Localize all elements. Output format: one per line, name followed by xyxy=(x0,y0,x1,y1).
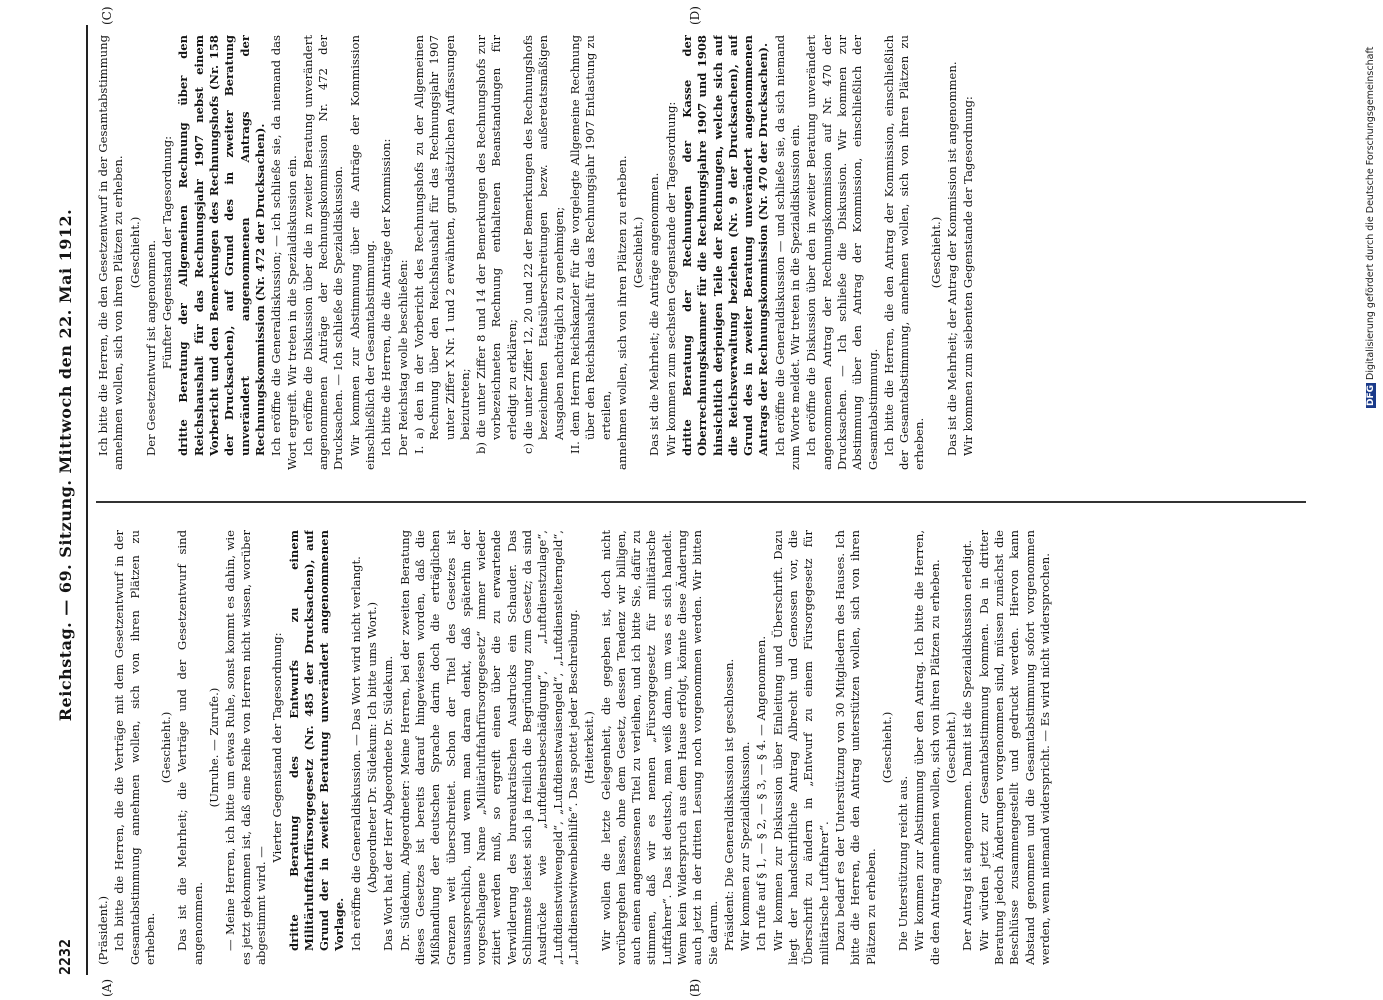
page-number: 2232 xyxy=(56,938,74,975)
paragraph: Der Gesetzentwurf ist angenommen. xyxy=(143,239,158,456)
paragraph: (Geschieht.) xyxy=(944,711,959,784)
paragraph: Wir kommen zum siebenten Gegenstande der Tagesordnung: xyxy=(961,96,976,456)
agenda-item: dritte Beratung der Rechnungen der Kasse der Oberrechnungskammer für die Rechnungsjahre 1907 und 1908 hinsichtlich derjenigen Teile der Rechnungen, welche sich auf die Reichsverwaltung beziehen (Nr. 9 der Drucksachen), auf Grund des in zweiter Beratung unverändert angenommenen Antrags der Rechnungskommission (Nr. 470 der Drucksachen). xyxy=(679,35,771,456)
left-column xyxy=(96,530,1306,965)
page-header xyxy=(48,25,82,975)
list-item: II. dem Herrn Reichskanzler für die vorgelegte Allgemeine Rechnung über den Reichshaushalt für das Rechnungsjahr 1907 Entlastung zu erteilen, xyxy=(567,35,613,454)
paragraph: Dr. Südekum, Abgeordneter: Meine Herren, bei der zweiten Beratung dieses Gesetzes ist bereits darauf hingewiesen worden, daß die Mißhandlung der deutschen Sprache darin doch die erträglichen Grenzen weit überschreitet. Schon der Titel des Gesetzes ist unaussprechlich, und wenn man daran denkt, daß späterhin der vorgeschlagene Name „Militärluftfahrfürsorgegesetz“ immer wieder zitiert werden muß, so ergreift einen über die zu erwartende Verwilderung des bureaukratischen Ausdrucks ein Schauder. Das Schlimmste leistet sich ja freilich die Begründung zum Gesetz; da sind Ausdrücke wie „Luftdienstbeschädigung“, „Luftdienstzulage“, „Luftdienstwitwengeld“, „Luftdienstwaisengeld“, „Luftdienstelterngeld“, „Luftdienstwitwenbeihilfe“. Das spottet jeder Beschreibung. xyxy=(397,530,580,965)
column-divider xyxy=(96,502,1306,504)
margin-mark-d: (D) xyxy=(688,6,702,25)
paragraph: Ich eröffne die Diskussion über den in zweiter Beratung unverändert angenommenen Antrag der Rechnungskommission auf Nr. 470 der Drucksachen. — Ich schließe die Diskussion. Wir kommen zur Abstimmung über den Antrag der Kommission, einschließlich der Gesamtabstimmung. xyxy=(804,35,880,470)
paragraph: (Abgeordneter Dr. Südekum: Ich bitte ums Wort.) xyxy=(365,601,380,894)
margin-mark-c: (C) xyxy=(100,6,114,25)
paragraph: (Unruhe. — Zurufe.) xyxy=(207,687,222,808)
paragraph: Ich bitte die Herren, die die Anträge der Kommission: xyxy=(379,138,394,456)
paragraph: (Geschieht.) xyxy=(159,711,174,784)
paragraph: Ich bitte die Herren, die den Gesetzentwurf in der Gesamtabstimmung annehmen wollen, sich von ihren Plätzen zu erheben. xyxy=(96,35,126,470)
header-rule xyxy=(86,25,88,975)
right-column xyxy=(96,35,1306,470)
paragraph: — Meine Herren, ich bitte um etwas Ruhe, sonst kommt es dahin, wie es jetzt gekommen ist, daß eine Reihe von Herren nicht wissen, worüber abgestimmt wird. — xyxy=(223,530,268,965)
margin-mark-b: (B) xyxy=(688,978,702,997)
paragraph: Wir kommen zur Diskussion über Einleitung und Überschrift. Dazu liegt der handschriftliche Antrag Albrecht und Genossen vor, die Überschrift zu ändern in „Entwurf zu einem Fürsorgegesetz für militärische Luftfahrer“. xyxy=(770,530,831,965)
dfg-watermark xyxy=(1365,8,1381,408)
paragraph: Ich bitte die Herren, die die Verträge mit dem Gesetzentwurf in der Gesamtabstimmung annehmen wollen, sich von ihren Plätzen zu erheben. xyxy=(112,530,157,965)
paragraph: Die Unterstützung reicht aus. xyxy=(896,775,911,951)
paragraph: Ich eröffne die Generaldiskussion; — ich schließe sie, da niemand das Wort ergreift. Wir treten in die Spezialdiskussion ein. xyxy=(269,35,299,470)
dfg-text: Digitalisierung gefördert durch die Deutsche Forschungsgemeinschaft xyxy=(1365,46,1376,380)
paragraph: Das Wort hat der Herr Abgeordnete Dr. Südekum. xyxy=(381,655,396,951)
paragraph: Wir kommen zur Abstimmung über den Antrag. Ich bitte die Herren, die den Antrag annehmen wollen, sich von ihren Plätzen zu erheben. xyxy=(912,530,942,965)
paragraph: Wir kommen zum sechsten Gegenstande der Tagesordnung: xyxy=(663,101,678,456)
page-title: Reichstag. — 69. Sitzung. Mittwoch den 22. Mai 1912. xyxy=(55,208,75,722)
paragraph: Wir würden jetzt zur Gesamtabstimmung kommen. Da in dritter Beratung jedoch Änderungen vorgenommen sind, müssen zunächst die Beschlüsse zusammengestellt und gedruckt werden. Hiervon kann Abstand genommen und die Gesamtabstimmung sofort vorgenommen werden, wenn niemand widerspricht. — Es wird nicht widersprochen. xyxy=(976,530,1052,965)
list-item: I. a) den in der Vorbericht des Rechnungshofs zu der Allgemeinen Rechnung über den Reichshaushalt für das Rechnungsjahr 1907 unter Ziffer X Nr. 1 und 2 erwähnten, grundsätzlichen Auffassungen beizutreten; xyxy=(411,35,472,454)
page-body xyxy=(48,6,1318,997)
paragraph: Wir kommen zur Abstimmung über die Anträge der Kommission einschließlich der Gesamtabstimmung. xyxy=(347,35,378,470)
paragraph: (Präsident.) xyxy=(96,895,110,965)
paragraph: Ich bitte die Herren, die den Antrag der Kommission, einschließlich der Gesamtabstimmung, annehmen wollen, sich von ihren Plätzen zu erheben. xyxy=(881,35,927,470)
paragraph: Ich eröffne die Generaldiskussion. — Das Wort wird nicht verlangt. xyxy=(348,556,363,951)
paragraph: Der Antrag ist angenommen. Damit ist die Spezialdiskussion erledigt. xyxy=(960,539,975,951)
paragraph: Das ist die Mehrheit; der Antrag der Kommission ist angenommen. xyxy=(945,61,960,456)
paragraph: (Geschieht.) xyxy=(631,216,646,289)
paragraph: Fünfter Gegenstand der Tagesordnung: xyxy=(160,135,175,370)
paragraph: Ich rufe auf § 1, — § 2, — § 3, — § 4. — Angenommen. xyxy=(754,635,769,951)
paragraph: Präsident: Die Generaldiskussion ist geschlossen. xyxy=(721,658,736,951)
agenda-item: dritte Beratung der Allgemeinen Rechnung über den Reichshaushalt für das Rechnungsjahr 1907 nebst einem Vorbericht und den Bemerkungen des Rechnungshofs (Nr. 158 der Drucksachen), auf Grund des in zweiter Beratung unverändert angenommenen Antrags der Rechnungskommission (Nr. 472 der Drucksachen). xyxy=(176,35,267,456)
paragraph: Ich eröffne die Diskussion über die in zweiter Beratung unverändert angenommenen Anträge der Rechnungskommission Nr. 472 der Drucksachen. — Ich schließe die Spezialdiskussion. xyxy=(300,35,346,470)
paragraph: Wir kommen zur Spezialdiskussion. xyxy=(738,741,753,951)
paragraph: (Geschieht.) xyxy=(928,216,943,289)
list-item: b) die unter Ziffer 8 und 14 der Bemerkungen des Rechnungshofs zur vorbezeichneten Rechnung enthaltenen Beanstandungen für erledigt zu erklären; xyxy=(474,35,519,454)
paragraph: Ich eröffne die Generaldiskussion — und schließe sie, da sich niemand zum Worte meldet. Wir treten in die Spezialdiskussion ein. xyxy=(772,35,803,470)
dfg-badge: DFG xyxy=(1366,384,1376,406)
agenda-item: dritte Beratung des Entwurfs zu einem Militärluftfahrfürsorgegesetz (Nr. 485 der Drucksachen), auf Grund der in zweiter Beratung unverändert angenommenen Vorlage. xyxy=(286,530,347,951)
paragraph: Das ist die Mehrheit; die Anträge angenommen. xyxy=(647,172,662,456)
paragraph: Vierter Gegenstand der Tagesordnung: xyxy=(270,632,285,863)
paragraph: (Geschieht.) xyxy=(127,216,142,289)
paragraph: (Geschieht.) xyxy=(879,711,894,784)
margin-mark-a: (A) xyxy=(100,978,114,997)
paragraph: (Heiterkeit.) xyxy=(582,711,597,784)
paragraph: Wir wollen die letzte Gelegenheit, die gegeben ist, doch nicht vorübergehen lassen, ohne dem Gesetz, dessen Tendenz wir billigen, auch einen angemessenen Titel zu verleihen, und ich bitte Sie, dafür zu stimmen, daß wir es nennen „Fürsorgegesetz für militärische Luftfahrer“. Das ist deutsch, man weiß dann, um was es sich handelt. Wenn kein Widerspruch aus dem Hause erfolgt, könnte diese Änderung auch jetzt in der dritten Lesung noch vorgenommen werden. Wir bitten Sie darum. xyxy=(598,530,720,965)
paragraph: Das ist die Mehrheit; die Verträge und der Gesetzentwurf sind angenommen. xyxy=(175,530,205,965)
paragraph: Der Reichstag wolle beschließen: xyxy=(395,259,410,456)
paragraph: Dazu bedarf es der Unterstützung von 30 Mitgliedern des Hauses. Ich bitte die Herren, die den Antrag unterstützen wollen, sich von ihren Plätzen zu erheben. xyxy=(832,530,878,965)
list-item: c) die unter Ziffer 12, 20 und 22 der Bemerkungen des Rechnungshofs bezeichneten Etatsüberschreitungen bezw. außeretatsmäßigen Ausgaben nachträglich zu genehmigen; xyxy=(521,35,566,454)
paragraph: annehmen wollen, sich von ihren Plätzen zu erheben. xyxy=(614,155,629,470)
